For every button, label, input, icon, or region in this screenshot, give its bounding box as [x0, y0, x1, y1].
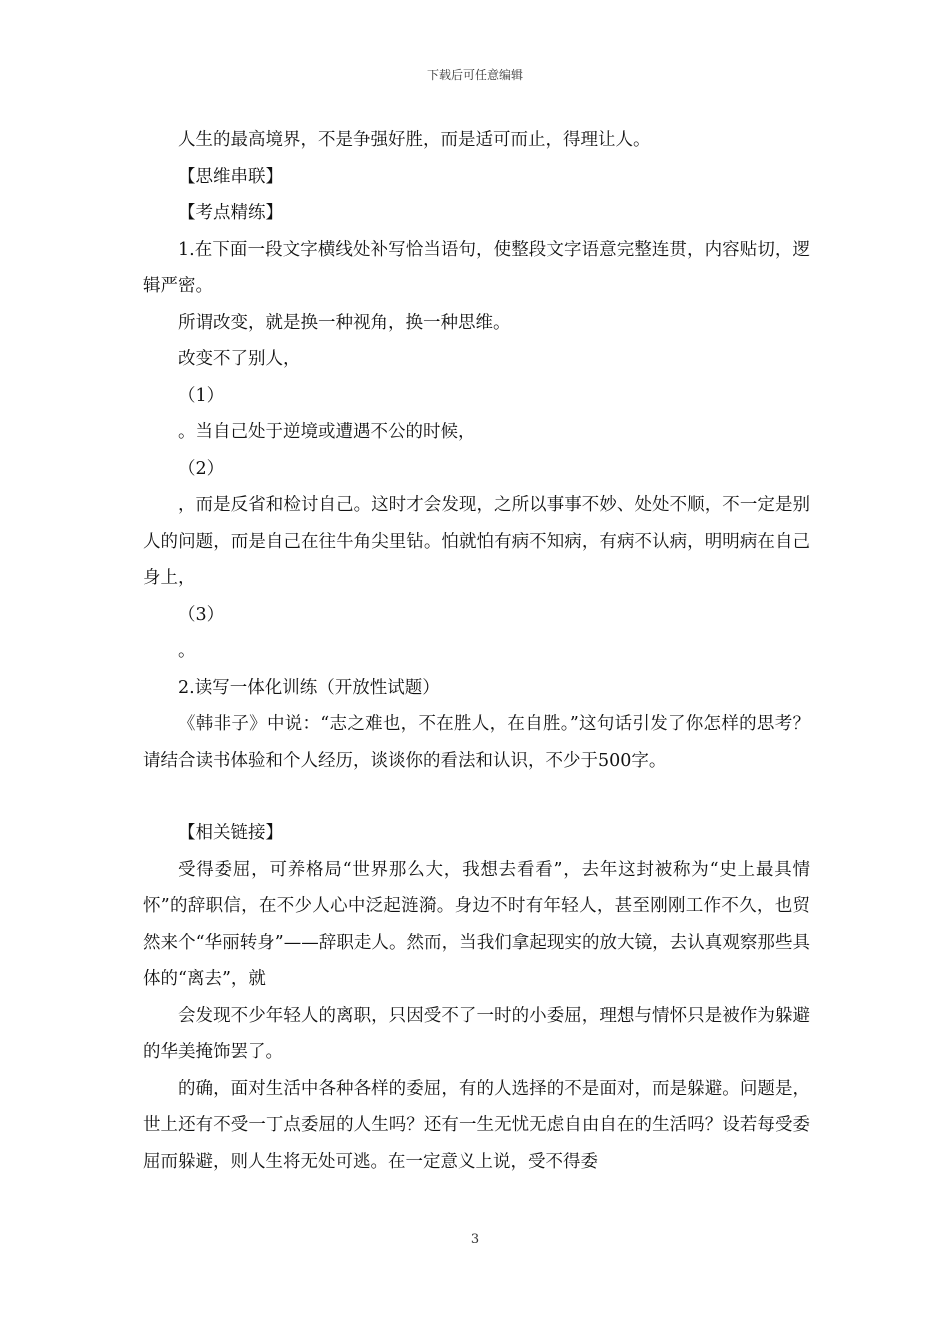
section-heading-thinking: 【思维串联】	[178, 166, 283, 187]
spacer	[143, 779, 810, 815]
paragraph: ，而是反省和检讨自己。这时才会发现，之所以事事不妙、处处不顺，不一定是别人的问题，而是自己在往牛角尖里钻。怕就怕有病不知病，有病不认病，明明病在自己身上，	[143, 495, 810, 588]
blank-marker-2: （2）	[178, 458, 225, 479]
page-header: 下载后可任意编辑	[426, 68, 523, 82]
section-heading-exercises: 【考点精练】	[178, 203, 283, 223]
paragraph: 改变不了别人，	[178, 349, 301, 369]
paragraph: 《韩非子》中说：“志之难也，不在胜人，在自胜。”这句话引发了你怎样的思考？请结合读书体验和个人经历，谈谈你的看法和认识，不少于500字。	[143, 714, 810, 771]
document-body	[143, 122, 810, 1180]
question-2: 2.读写一体化训练（开放性试题）	[178, 677, 440, 698]
paragraph: 。当自己处于逆境或遭遇不公的时候，	[178, 422, 476, 442]
paragraph: 会发现不少年轻人的离职，只因受不了一时的小委屈，理想与情怀只是被作为躲避的华美掩饰罢了。	[143, 1005, 810, 1062]
paragraph: 。	[178, 641, 196, 661]
paragraph: 人生的最高境界，不是争强好胜，而是适可而止，得理让人。	[178, 130, 651, 150]
paragraph: 受得委屈，可养格局“世界那么大，我想去看看”，去年这封被称为“史上最具情怀”的辞职信，在不少人心中泛起涟漪。身边不时有年轻人，甚至刚刚工作不久，也贸然来个“华丽转身”——辞职走人。然而，当我们拿起现实的放大镜，去认真观察那些具体的“离去”，就	[143, 859, 810, 989]
paragraph: 所谓改变，就是换一种视角，换一种思维。	[178, 312, 511, 333]
page-number: 3	[470, 1232, 480, 1247]
blank-marker-3: （3）	[178, 604, 225, 625]
question-1: 1.在下面一段文字横线处补写恰当语句，使整段文字语意完整连贯，内容贴切，逻辑严密。	[143, 239, 810, 296]
blank-marker-1: （1）	[178, 385, 225, 406]
section-heading-links: 【相关链接】	[178, 823, 283, 843]
paragraph: 的确，面对生活中各种各样的委屈，有的人选择的不是面对，而是躲避。问题是，世上还有不受一丁点委屈的人生吗？还有一生无忧无虑自由自在的生活吗？设若每受委屈而躲避，则人生将无处可逃。在一定意义上说，受不得委	[143, 1078, 810, 1172]
